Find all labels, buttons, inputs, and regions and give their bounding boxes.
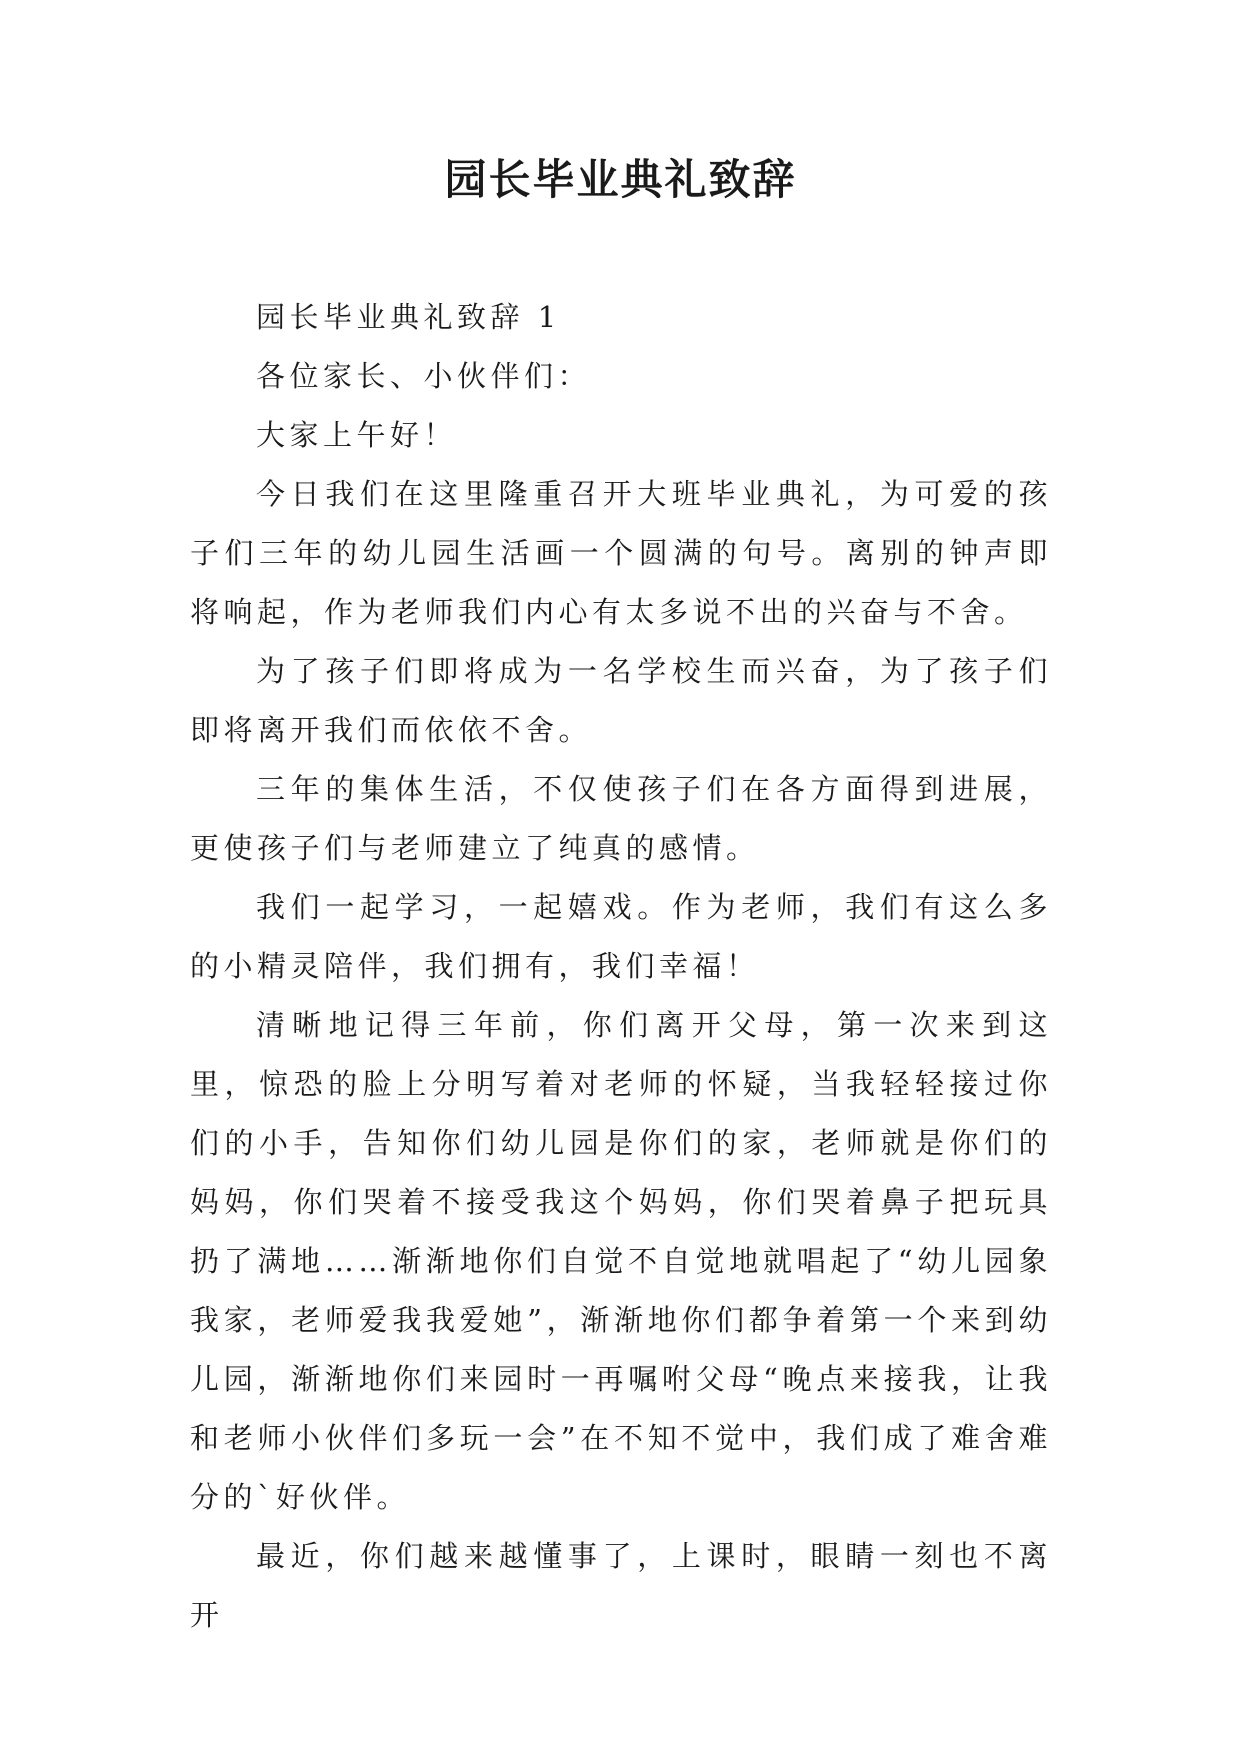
paragraph: 最近，你们越来越懂事了，上课时，眼睛一刻也不离开 [190, 1539, 1052, 1632]
paragraph-heading: 园长毕业典礼致辞 1 [256, 300, 561, 334]
paragraph-greeting: 大家上午好！ [256, 418, 458, 452]
paragraph: 今日我们在这里隆重召开大班毕业典礼，为可爱的孩子们三年的幼儿园生活画一个圆满的句号。离别的钟声即将响起，作为老师我们内心有太多说不出的兴奋与不舍。 [190, 477, 1052, 629]
document-body [190, 288, 1052, 1645]
document-title: 园长毕业典礼致辞 [444, 155, 797, 204]
paragraph: 三年的集体生活，不仅使孩子们在各方面得到进展，更使孩子们与老师建立了纯真的感情。 [190, 772, 1052, 865]
paragraph: 为了孩子们即将成为一名学校生而兴奋，为了孩子们即将离开我们而依依不舍。 [190, 654, 1052, 747]
paragraph-salutation: 各位家长、小伙伴们： [256, 359, 592, 393]
paragraph: 清晰地记得三年前，你们离开父母，第一次来到这里，惊恐的脸上分明写着对老师的怀疑，当我轻轻接过你们的小手，告知你们幼儿园是你们的家，老师就是你们的妈妈，你们哭着不接受我这个妈妈，你们哭着鼻子把玩具扔了满地……渐渐地你们自觉不自觉地就唱起了“幼儿园象我家，老师爱我我爱她”，渐渐地你们都争着第一个来到幼儿园，渐渐地你们来园时一再嘱咐父母“晚点来接我，让我和老师小伙伴们多玩一会”在不知不觉中，我们成了难舍难分的`好伙伴。 [190, 1008, 1052, 1514]
paragraph: 我们一起学习，一起嬉戏。作为老师，我们有这么多的小精灵陪伴，我们拥有，我们幸福！ [190, 890, 1052, 983]
